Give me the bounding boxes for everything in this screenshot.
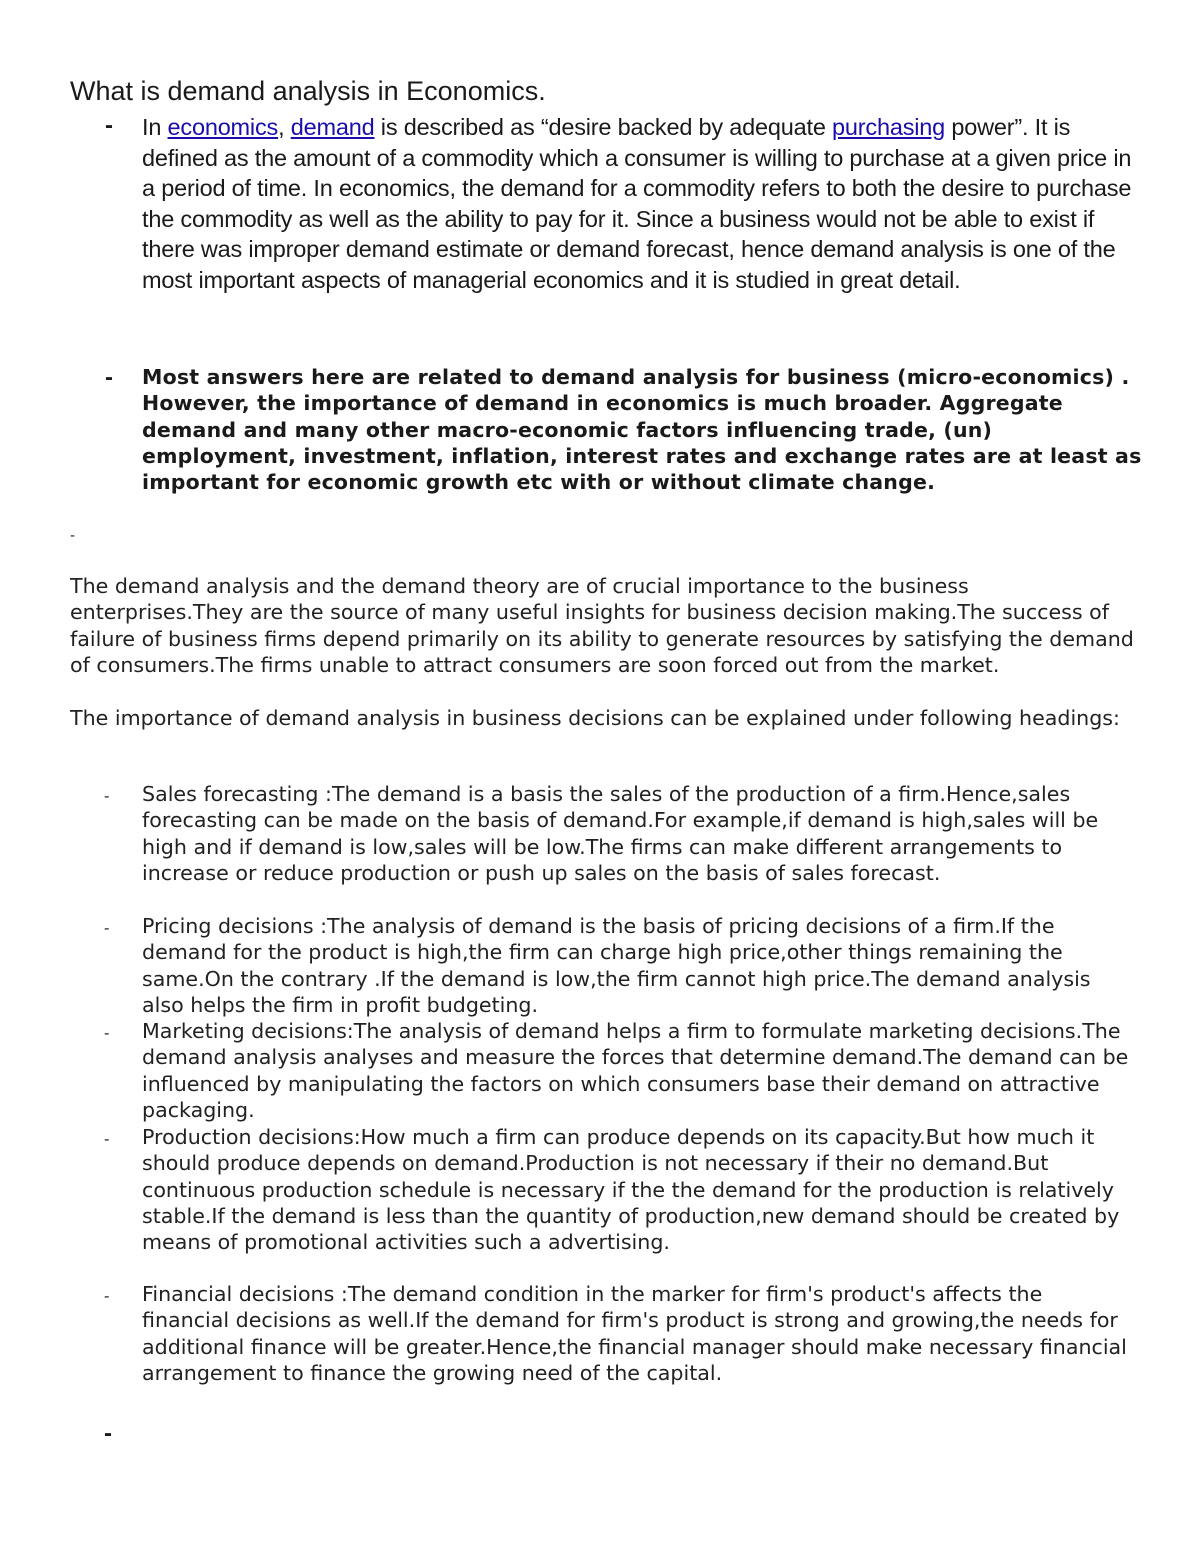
bullet-marker: -: [104, 919, 110, 937]
bullet-marker: -: [104, 1130, 110, 1148]
purchasing-link[interactable]: purchasing: [832, 114, 946, 140]
empty-list-marker: -: [70, 528, 76, 544]
definition-paragraph: [142, 112, 1142, 296]
production-decisions-text: Production decisions:How much a firm can produce depends on its capacity.But how much it should produce depends on demand.Production is not necessary if their no demand.But continuous production schedule is necessary if the the demand for the production is relatively stable.If the demand is less than the quantity of production,new demand should be created by means of promotional activities such a advertising.: [142, 1125, 1120, 1255]
bullet-marker: -: [105, 112, 113, 139]
text-fragment: power”. It is defined as the amount of a commodity which a consumer is willing to purchase at a given price in a period of time. In economics, the demand for a commodity refers to both the desire to purchase the commodity as well as the ability to pay for it. Since a business would not be able to exist if there was improper demand estimate or demand forecast, hence demand analysis is one of the most important aspects of managerial economics and it is studied in great detail.: [142, 114, 1132, 293]
empty-list-marker: -: [104, 1420, 112, 1447]
financial-decisions-text: Financial decisions :The demand condition in the marker for firm's product's affects the financial decisions as well.If the demand for firm's product is strong and growing,the needs for additional finance will be greater.Hence,the financial manager should make necessary financial arrangement to finance the growing need of the capital.: [142, 1282, 1127, 1385]
document-title: What is demand analysis in Economics.: [70, 76, 546, 106]
text-fragment: In: [142, 114, 168, 140]
sales-forecasting-text: Sales forecasting :The demand is a basis the sales of the production of a firm.Hence,sales forecasting can be made on the basis of demand.For example,if demand is high,sales will be high and if demand is low,sales will be low.The firms can make different arrangements to increase or reduce production or push up sales on the basis of sales forecast.: [142, 782, 1099, 885]
headings-intro-paragraph: The importance of demand analysis in business decisions can be explained under following headings:: [70, 706, 1120, 730]
demand-link[interactable]: demand: [290, 114, 375, 140]
pricing-decisions-text: Pricing decisions :The analysis of demand is the basis of pricing decisions of a firm.If the demand for the product is high,the firm can charge high price,other things remaining the same.On the contrary .If the demand is low,the firm cannot high price.The demand analysis also helps the firm in profit budgeting.: [142, 914, 1091, 1017]
economics-link[interactable]: economics: [167, 114, 279, 140]
bullet-marker: -: [104, 1024, 110, 1042]
text-fragment: ,: [278, 114, 291, 140]
intro-paragraph: The demand analysis and the demand theory are of crucial importance to the business enterprises.They are the source of many useful insights for business decision making.The success of failure of business firms depend primarily on its ability to generate resources by satisfying the demand of consumers.The firms unable to attract consumers are soon forced out from the market.: [70, 574, 1134, 677]
marketing-decisions-text: Marketing decisions:The analysis of demand helps a firm to formulate marketing decisions.The demand analysis analyses and measure the forces that determine demand.The demand can be influenced by manipulating the factors on which consumers base their demand on attractive packaging.: [142, 1019, 1129, 1122]
text-fragment: is described as “desire backed by adequate: [374, 114, 833, 140]
bullet-marker: -: [105, 364, 113, 391]
macro-economics-paragraph: Most answers here are related to demand analysis for business (micro-economics) . However, the importance of demand in economics is much broader. Aggregate demand and many other macro-economic factors influencing trade, (un) employment, investment, inflation, interest rates and exchange rates are at least as important for economic growth etc with or without climate change.: [142, 365, 1142, 495]
bullet-marker: -: [104, 1287, 110, 1305]
bullet-marker: -: [104, 787, 110, 805]
